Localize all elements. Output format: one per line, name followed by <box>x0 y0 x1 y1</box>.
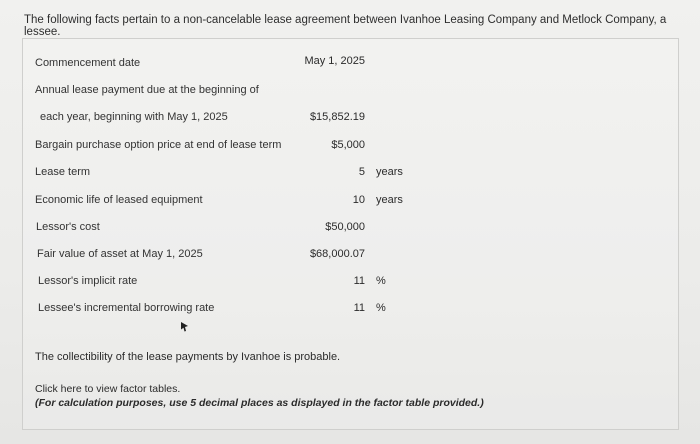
lessor-cost-value: $50,000 <box>325 221 365 233</box>
commencement-date-label: Commencement date <box>35 57 141 69</box>
lease-term-label: Lease term <box>35 166 91 178</box>
fair-value-label: Fair value of asset at May 1, 2025 <box>37 248 203 260</box>
incremental-rate-value: 11 <box>353 302 365 314</box>
implicit-rate-unit: % <box>376 275 386 287</box>
lease-term-unit: years <box>376 166 403 178</box>
intro-text: The following facts pertain to a non-cancelable lease agreement between Ivanhoe Leasing Company and Metlock Company, a lessee. <box>24 14 667 38</box>
annual-payment-label: Annual lease payment due at the beginning of <box>35 84 259 96</box>
fair-value-value: $68,000.07 <box>309 248 365 260</box>
annual-payment-value: $15,852.19 <box>309 111 365 123</box>
implicit-rate-label: Lessor's implicit rate <box>38 275 138 287</box>
lease-facts-panel <box>22 38 679 430</box>
implicit-rate-value: 11 <box>353 275 365 287</box>
economic-life-unit: years <box>376 194 403 206</box>
incremental-rate-unit: % <box>376 302 386 314</box>
calculation-note: (For calculation purposes, use 5 decimal places as displayed in the factor table provided.) <box>35 397 484 409</box>
factor-tables-link[interactable]: Click here to view factor tables. <box>35 383 181 395</box>
bargain-purchase-label: Bargain purchase option price at end of lease term <box>35 139 282 151</box>
collectibility-text: The collectibility of the lease payments by Ivanhoe is probable. <box>35 351 341 363</box>
mouse-cursor-icon <box>180 321 190 333</box>
commencement-date-value: May 1, 2025 <box>304 55 365 67</box>
incremental-rate-label: Lessee's incremental borrowing rate <box>38 302 215 314</box>
bargain-purchase-value: $5,000 <box>331 139 365 151</box>
economic-life-value: 10 <box>352 194 365 206</box>
lease-term-value: 5 <box>358 166 365 178</box>
annual-payment-label-cont: each year, beginning with May 1, 2025 <box>40 111 228 123</box>
lessor-cost-label: Lessor's cost <box>36 221 100 233</box>
economic-life-label: Economic life of leased equipment <box>35 194 203 206</box>
